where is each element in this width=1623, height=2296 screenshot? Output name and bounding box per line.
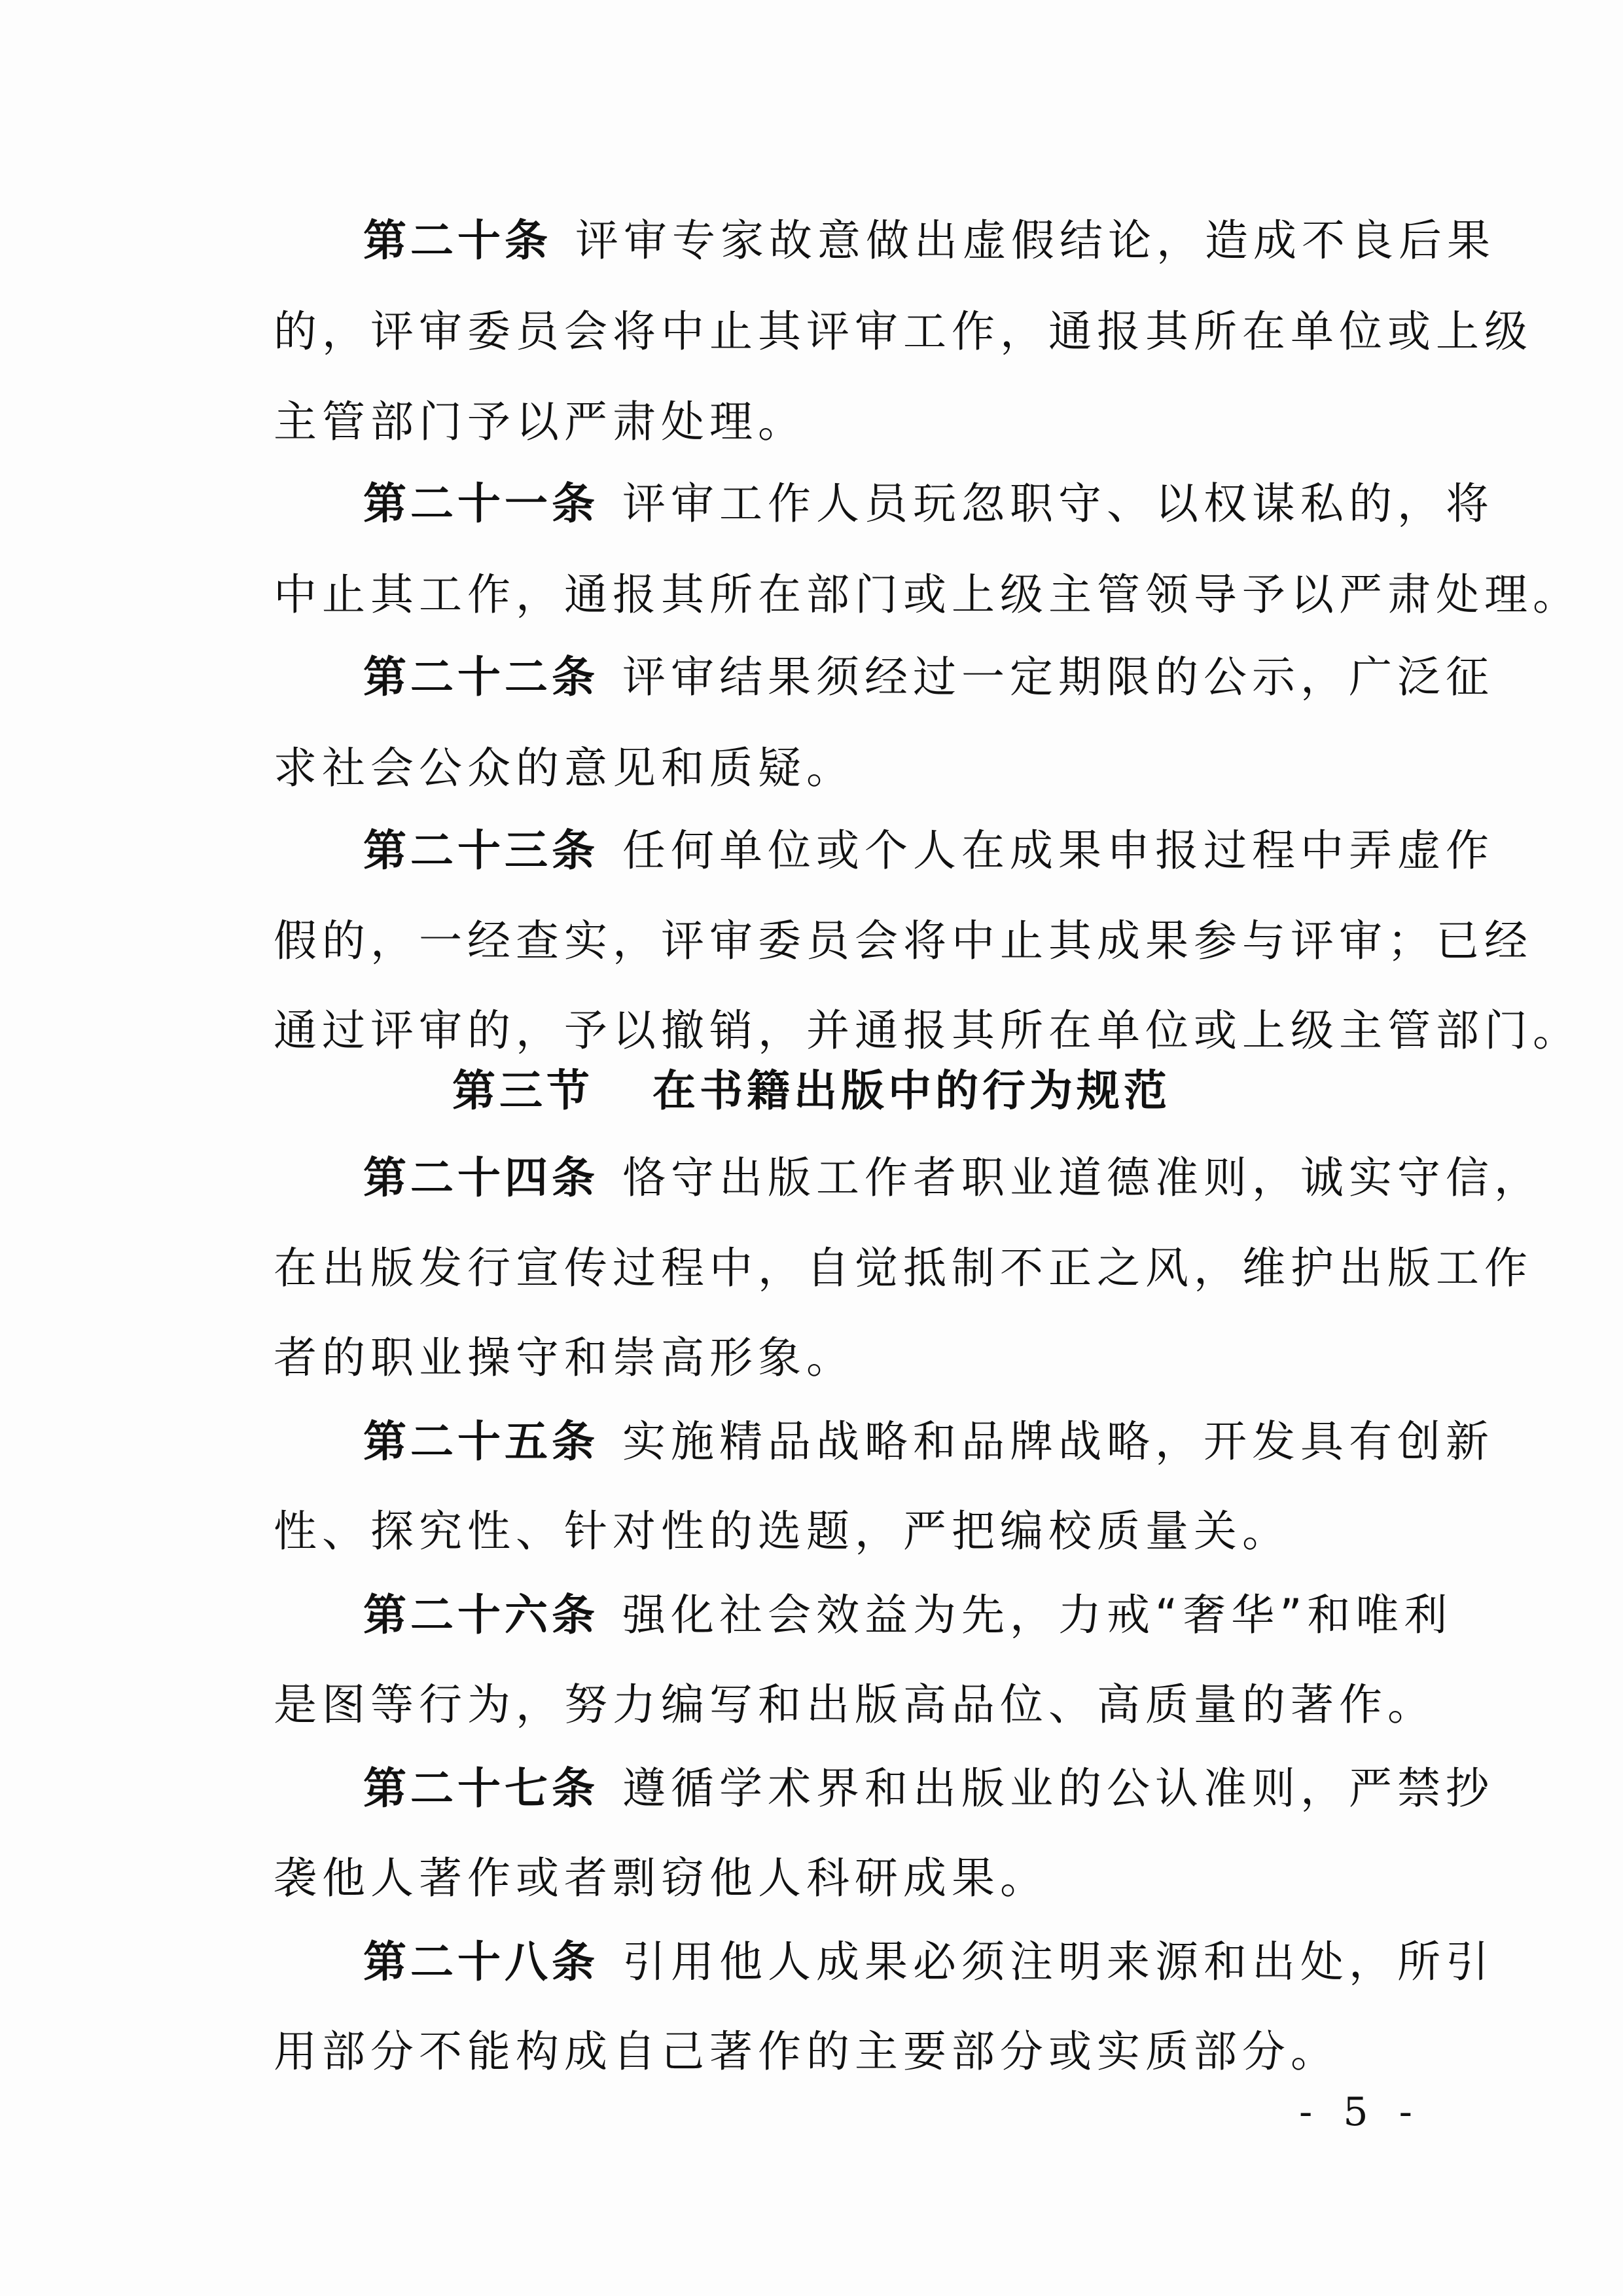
article-22-text-1: 评审结果须经过一定期限的公示，广泛征	[622, 652, 1494, 702]
article-27-line-1	[363, 1763, 1494, 1815]
article-20-line-1	[363, 215, 1495, 267]
article-25-text-1: 实施精品战略和品牌战略，开发具有创新	[622, 1416, 1494, 1467]
article-20-heading: 第二十条	[363, 215, 552, 266]
article-21-line-2: 中止其工作，通报其所在部门或上级主管领导予以严肃处理。	[274, 569, 1581, 620]
article-22-line-1	[363, 651, 1494, 704]
section-number: 第三节	[452, 1066, 594, 1116]
article-23-line-2: 假的，一经查实，评审委员会将中止其成果参与评审；已经	[274, 916, 1533, 966]
article-28-text-1: 引用他人成果必须注明来源和出处，所引	[622, 1937, 1494, 1987]
section-name: 在书籍出版中的行为规范	[652, 1066, 1171, 1116]
article-24-heading: 第二十四条	[363, 1153, 599, 1203]
article-24-line-1	[363, 1152, 1543, 1204]
article-21-heading: 第二十一条	[363, 478, 599, 529]
article-23-line-3: 通过评审的，予以撤销，并通报其所在单位或上级主管部门。	[274, 1005, 1581, 1056]
article-21-line-1	[363, 478, 1494, 530]
article-25-heading: 第二十五条	[363, 1416, 599, 1467]
article-28-line-1	[363, 1936, 1494, 1988]
article-20-line-2: 的，评审委员会将中止其评审工作，通报其所在单位或上级	[274, 306, 1533, 357]
article-22-heading: 第二十二条	[363, 652, 599, 702]
article-23-heading: 第二十三条	[363, 825, 599, 876]
article-25-line-1	[363, 1416, 1494, 1468]
article-22-line-2: 求社会公众的意见和质疑。	[274, 743, 855, 793]
article-21-text-1: 评审工作人员玩忽职守、以权谋私的，将	[622, 478, 1494, 529]
article-24-line-2: 在出版发行宣传过程中，自觉抵制不正之风，维护出版工作	[274, 1243, 1533, 1293]
article-26-text-1: 强化社会效益为先，力戒“奢华”和唯利	[622, 1590, 1453, 1640]
article-27-text-1: 遵循学术界和出版业的公认准则，严禁抄	[622, 1763, 1494, 1814]
page-number: - 5 -	[1299, 2089, 1421, 2135]
article-28-line-2: 用部分不能构成自己著作的主要部分或实质部分。	[274, 2026, 1339, 2077]
article-26-line-2: 是图等行为，努力编写和出版高品位、高质量的著作。	[274, 1679, 1436, 1730]
article-27-line-2: 袭他人著作或者剽窃他人科研成果。	[274, 1853, 1048, 1903]
article-28-heading: 第二十八条	[363, 1937, 599, 1987]
article-24-line-3: 者的职业操守和崇高形象。	[274, 1333, 855, 1383]
article-20-line-3: 主管部门予以严肃处理。	[274, 397, 806, 447]
article-23-line-1	[363, 825, 1494, 877]
article-26-heading: 第二十六条	[363, 1590, 599, 1640]
article-27-heading: 第二十七条	[363, 1763, 599, 1814]
article-26-line-1	[363, 1589, 1452, 1641]
article-20-text-1: 评审专家故意做出虚假结论，造成不良后果	[575, 215, 1495, 266]
article-23-text-1: 任何单位或个人在成果申报过程中弄虚作	[622, 825, 1494, 876]
section-title	[0, 1065, 1623, 1117]
article-25-line-2: 性、探究性、针对性的选题，严把编校质量关。	[274, 1506, 1291, 1556]
article-24-text-1: 恪守出版工作者职业道德准则，诚实守信，	[622, 1153, 1543, 1203]
